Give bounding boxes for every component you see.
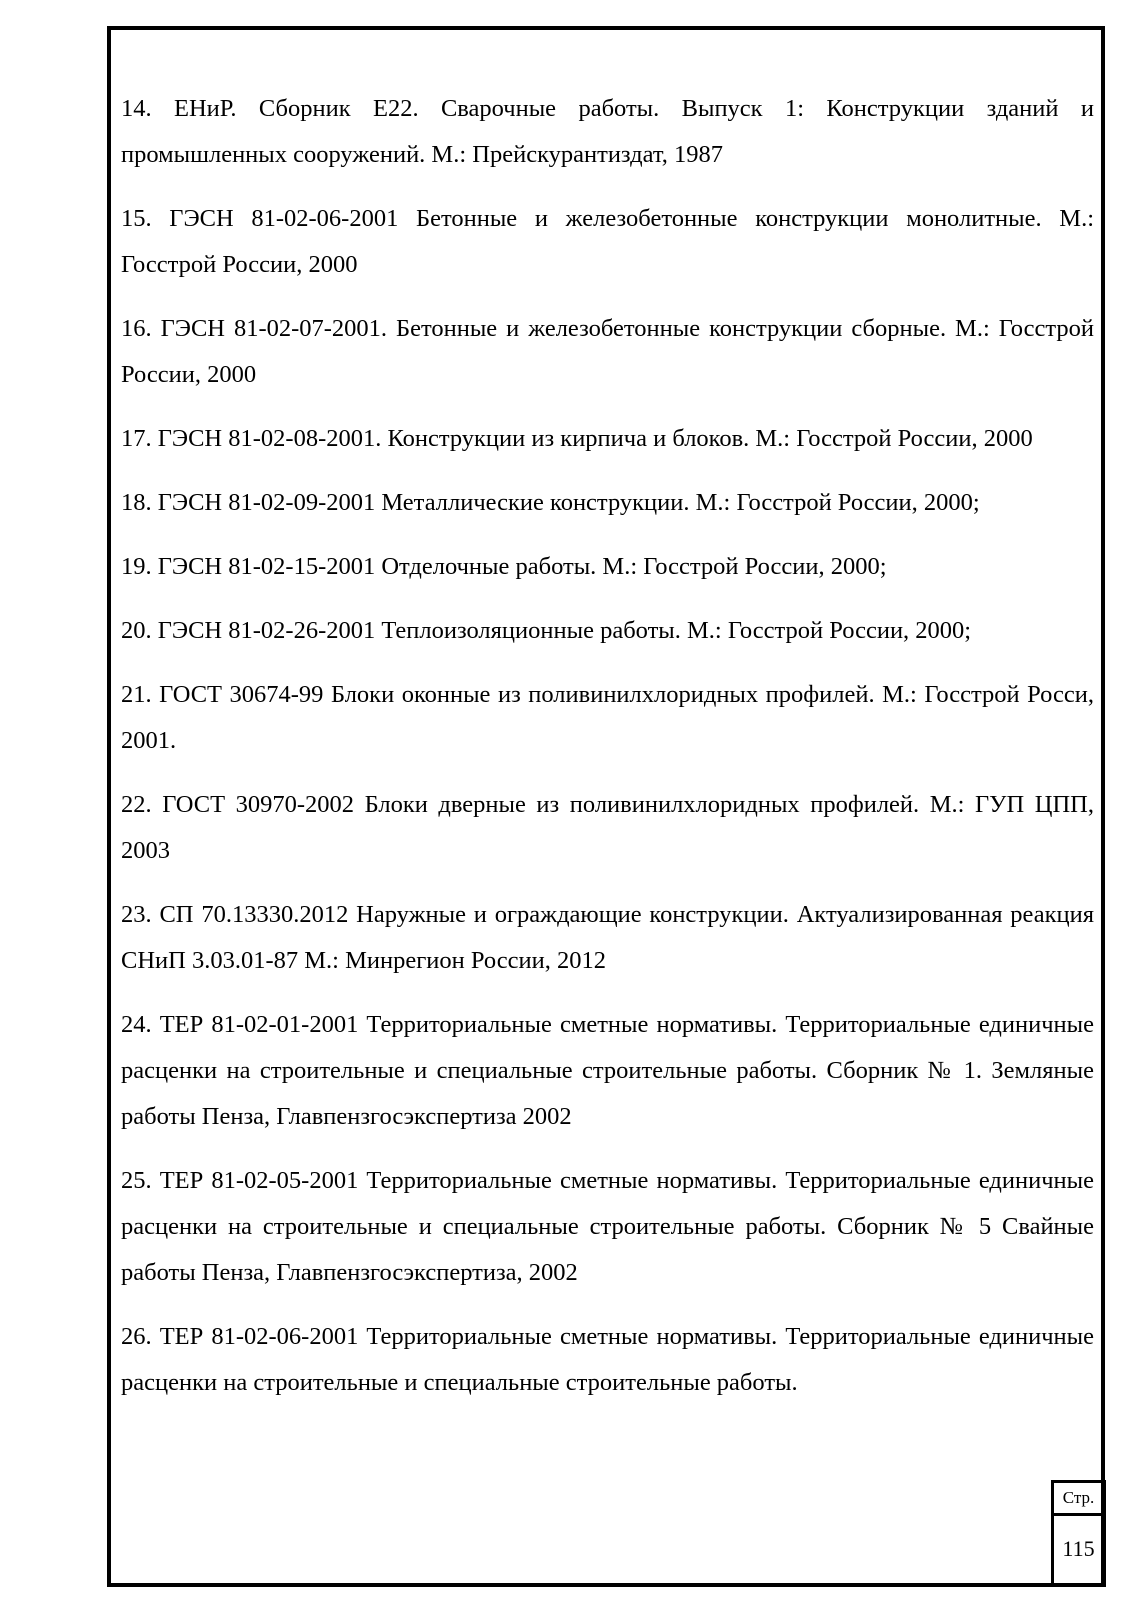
reference-item: 15. ГЭСН 81-02-06-2001 Бетонные и железобетонные конструкции монолитные. М.: Госстрой России, 2000 (121, 205, 1094, 278)
reference-item: 23. СП 70.13330.2012 Наружные и ограждающие конструкции. Актуализированная реакция СНиП 3.03.01-87 М.: Минрегион России, 2012 (121, 901, 1094, 974)
page-number: 115 (1062, 1536, 1095, 1561)
reference-item: 25. ТЕР 81-02-05-2001 Территориальные сметные нормативы. Территориальные единичные расценки на строительные и специальные строительные работы. Сборник № 5 Свайные работы Пенза, Главпензгосэкспертиза, 2002 (121, 1167, 1094, 1286)
reference-item: 26. ТЕР 81-02-06-2001 Территориальные сметные нормативы. Территориальные единичные расценки на строительные и специальные строительные работы. (121, 1323, 1094, 1396)
reference-item: 24. ТЕР 81-02-01-2001 Территориальные сметные нормативы. Территориальные единичные расценки на строительные и специальные строительные работы. Сборник № 1. Земляные работы Пенза, Главпензгосэкспертиза 2002 (121, 1011, 1094, 1130)
reference-item: 19. ГЭСН 81-02-15-2001 Отделочные работы. М.: Госстрой России, 2000; (121, 553, 887, 580)
reference-item: 16. ГЭСН 81-02-07-2001. Бетонные и железобетонные конструкции сборные. М.: Госстрой России, 2000 (121, 315, 1094, 388)
reference-item: 21. ГОСТ 30674-99 Блоки оконные из поливинилхлоридных профилей. М.: Госстрой Росси, 2001. (121, 681, 1094, 754)
reference-item: 14. ЕНиР. Сборник Е22. Сварочные работы. Выпуск 1: Конструкции зданий и промышленных сооружений. М.: Прейскурантиздат, 1987 (121, 95, 1094, 168)
reference-list (121, 86, 1094, 1424)
reference-item: 20. ГЭСН 81-02-26-2001 Теплоизоляционные работы. М.: Госстрой России, 2000; (121, 617, 972, 644)
page-label: Стр. (1054, 1483, 1103, 1516)
reference-item: 22. ГОСТ 30970-2002 Блоки дверные из поливинилхлоридных профилей. М.: ГУП ЦПП, 2003 (121, 791, 1094, 864)
reference-item: 18. ГЭСН 81-02-09-2001 Металлические конструкции. М.: Госстрой России, 2000; (121, 489, 980, 516)
reference-item: 17. ГЭСН 81-02-08-2001. Конструкции из кирпича и блоков. М.: Госстрой России, 2000 (121, 425, 1033, 452)
page-number-stamp (1051, 1480, 1106, 1587)
